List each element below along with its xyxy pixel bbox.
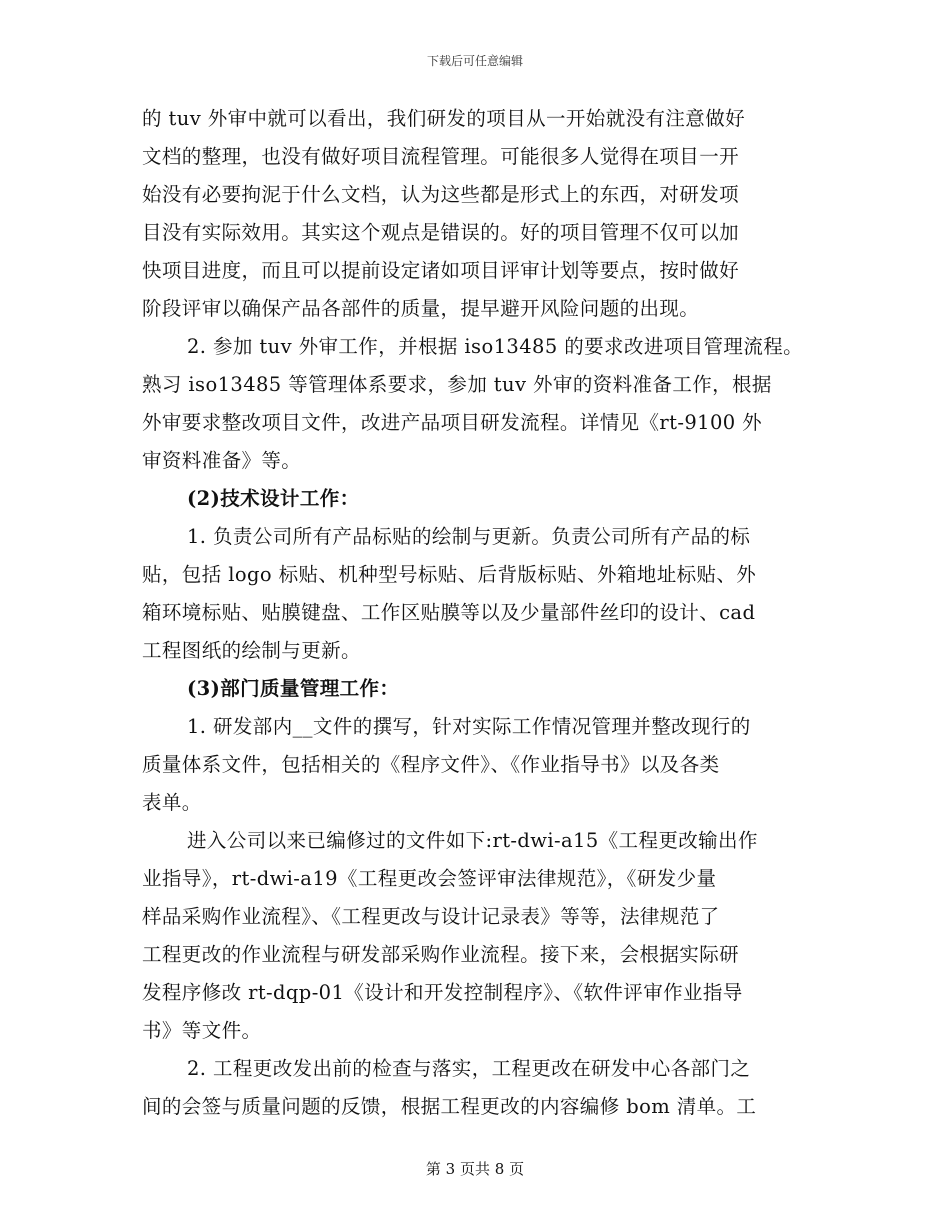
text-line: 外审要求整改项目文件，改进产品项目研发流程。详情见《rt-9100 外	[142, 411, 763, 434]
page-footer: 第 3 页共 8 页	[425, 1160, 525, 1178]
page-header: 下载后可任意编辑	[426, 54, 523, 68]
text-line: 2. 工程更改发出前的检查与落实，工程更改在研发中心各部门之	[187, 1057, 751, 1080]
text-line: 业指导》，rt-dwi-a19《工程更改会签评审法律规范》，《研发少量	[142, 867, 717, 890]
text-line: 进入公司以来已编修过的文件如下:rt-dwi-a15《工程更改输出作	[187, 829, 758, 852]
text-line: 工程更改的作业流程与研发部采购作业流程。接下来，会根据实际研	[142, 943, 740, 966]
text-line: 1. 负责公司所有产品标贴的绘制与更新。负责公司所有产品的标	[187, 525, 751, 548]
text-line: 阶段评审以确保产品各部件的质量，提早避开风险问题的出现。	[142, 297, 700, 320]
section-heading: (3)部门质量管理工作：	[187, 677, 400, 700]
text-line: 目没有实际效用。其实这个观点是错误的。好的项目管理不仅可以加	[142, 221, 740, 244]
text-line: 1. 研发部内__文件的撰写，针对实际工作情况管理并整改现行的	[187, 715, 751, 738]
text-line: 质量体系文件，包括相关的《程序文件》、《作业指导书》以及各类	[142, 753, 720, 776]
text-line: 间的会签与质量问题的反馈，根据工程更改的内容编修 bom 清单。工	[142, 1095, 757, 1118]
text-line: 贴，包括 logo 标贴、机种型号标贴、后背版标贴、外箱地址标贴、外	[142, 563, 757, 586]
text-line: 文档的整理，也没有做好项目流程管理。可能很多人觉得在项目一开	[142, 145, 740, 168]
text-line: 快项目进度，而且可以提前设定诸如项目评审计划等要点，按时做好	[142, 259, 740, 282]
text-line: 样品采购作业流程》、《工程更改与设计记录表》等等，法律规范了	[142, 905, 720, 928]
text-line: 2. 参加 tuv 外审工作，并根据 iso13485 的要求改进项目管理流程。	[187, 335, 804, 358]
text-line: 箱环境标贴、贴膜键盘、工作区贴膜等以及少量部件丝印的设计、cad	[142, 601, 756, 624]
text-line: 书》等文件。	[142, 1019, 262, 1042]
text-line: 表单。	[142, 791, 202, 814]
text-line: 熟习 iso13485 等管理体系要求，参加 tuv 外审的资料准备工作，根据	[142, 373, 772, 396]
section-heading: (2)技术设计工作：	[187, 487, 360, 510]
text-line: 始没有必要拘泥于什么文档，认为这些都是形式上的东西，对研发项	[142, 183, 740, 206]
text-line: 发程序修改 rt-dqp-01《设计和开发控制程序》、《软件评审作业指导	[142, 981, 743, 1004]
text-line: 的 tuv 外审中就可以看出，我们研发的项目从一开始就没有注意做好	[142, 107, 746, 130]
text-line: 审资料准备》等。	[142, 449, 302, 472]
text-line: 工程图纸的绘制与更新。	[142, 639, 361, 662]
